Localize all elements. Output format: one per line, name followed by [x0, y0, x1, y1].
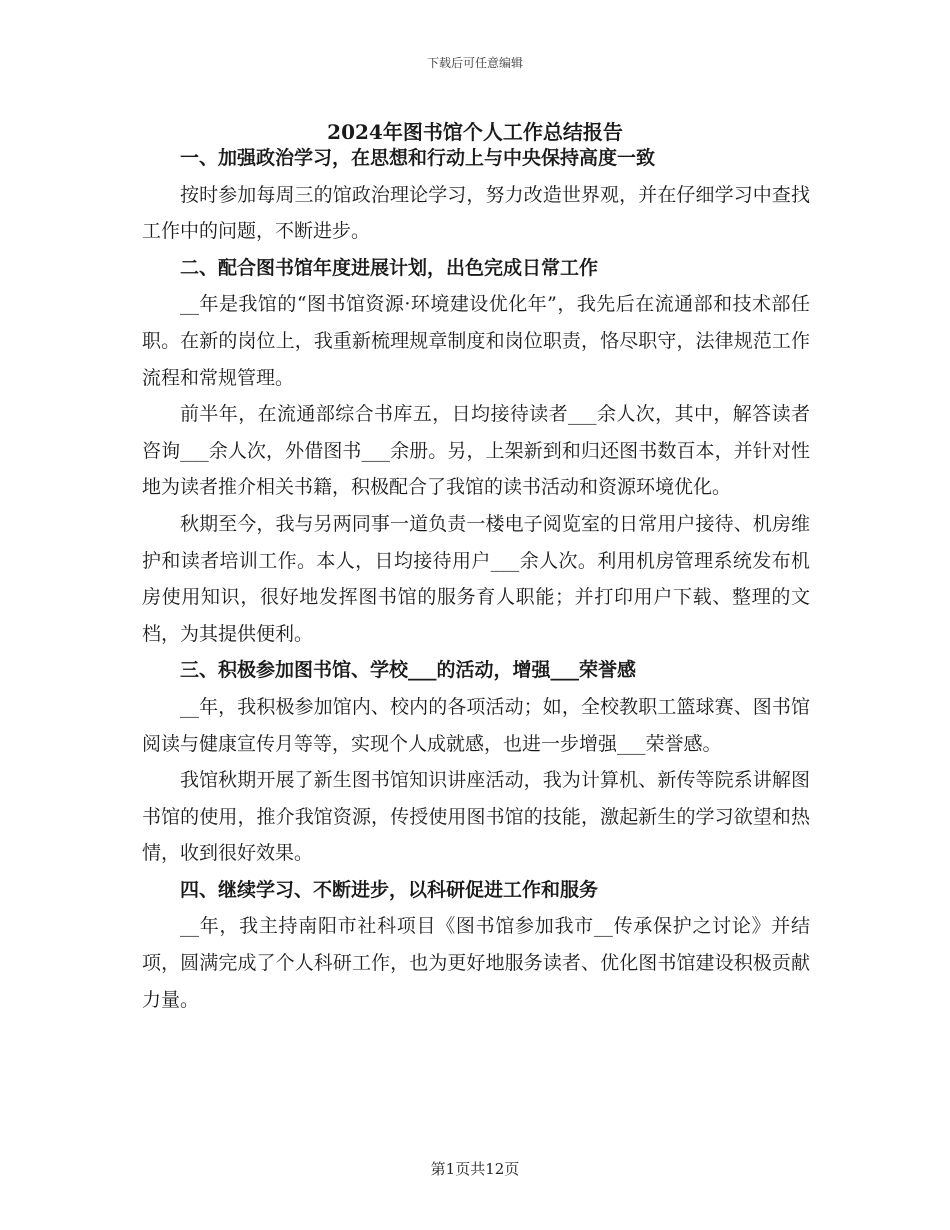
- section-3-paragraph-2: 我馆秋期开展了新生图书馆知识讲座活动，我为计算机、新传等院系讲解图书馆的使用，推介我馆资源，传授使用图书馆的技能，激起新生的学习欲望和热情，收到很好效果。: [142, 769, 810, 865]
- document-body: [142, 140, 810, 1018]
- section-2-paragraph-1: __年是我馆的“图书馆资源·环境建设优化年”，我先后在流通部和技术部任职。在新的岗位上，我重新梳理规章制度和岗位职责，恪尽职守，法律规范工作流程和常规管理。: [142, 293, 810, 389]
- section-2-paragraph-2: 前半年，在流通部综合书库五，日均接待读者___余人次，其中，解答读者咨询___余人次，外借图书___余册。另，上架新到和归还图书数百本，并针对性地为读者推介相关书籍，积极配合了我馆的读书活动和资源环境优化。: [142, 403, 810, 499]
- section-1-paragraph-1: 按时参加每周三的馆政治理论学习，努力改造世界观，并在仔细学习中查找工作中的问题，不断进步。: [142, 183, 810, 243]
- section-1-heading: 一、加强政治学习，在思想和行动上与中央保持高度一致: [180, 147, 656, 169]
- section-4-heading: 四、继续学习、不断进步，以科研促进工作和服务: [180, 878, 599, 901]
- section-2-heading: 二、配合图书馆年度进展计划，出色完成日常工作: [180, 256, 599, 279]
- section-2-paragraph-3: 秋期至今，我与另两同事一道负责一楼电子阅览室的日常用户接待、机房维护和读者培训工作。本人，日均接待用户___余人次。利用机房管理系统发布机房使用知识，很好地发挥图书馆的服务育人职能；并打印用户下载、整理的文档，为其提供便利。: [142, 512, 810, 645]
- header-note: 下载后可任意编辑: [426, 56, 523, 70]
- section-3-paragraph-1: __年，我积极参加馆内、校内的各项活动；如，全校教职工篮球赛、图书馆阅读与健康宣传月等等，实现个人成就感，也进一步增强___荣誉感。: [142, 695, 810, 755]
- document-title: 2024年图书馆个人工作总结报告: [327, 120, 623, 144]
- page-number: 第1页共12页: [430, 1160, 520, 1178]
- section-4-paragraph-1: __年，我主持南阳市社科项目《图书馆参加我市__传承保护之讨论》并结项，圆满完成了个人科研工作，也为更好地服务读者、优化图书馆建设积极贡献力量。: [142, 915, 810, 1011]
- section-3-heading: 三、积极参加图书馆、学校___的活动，增强___荣誉感: [180, 659, 637, 682]
